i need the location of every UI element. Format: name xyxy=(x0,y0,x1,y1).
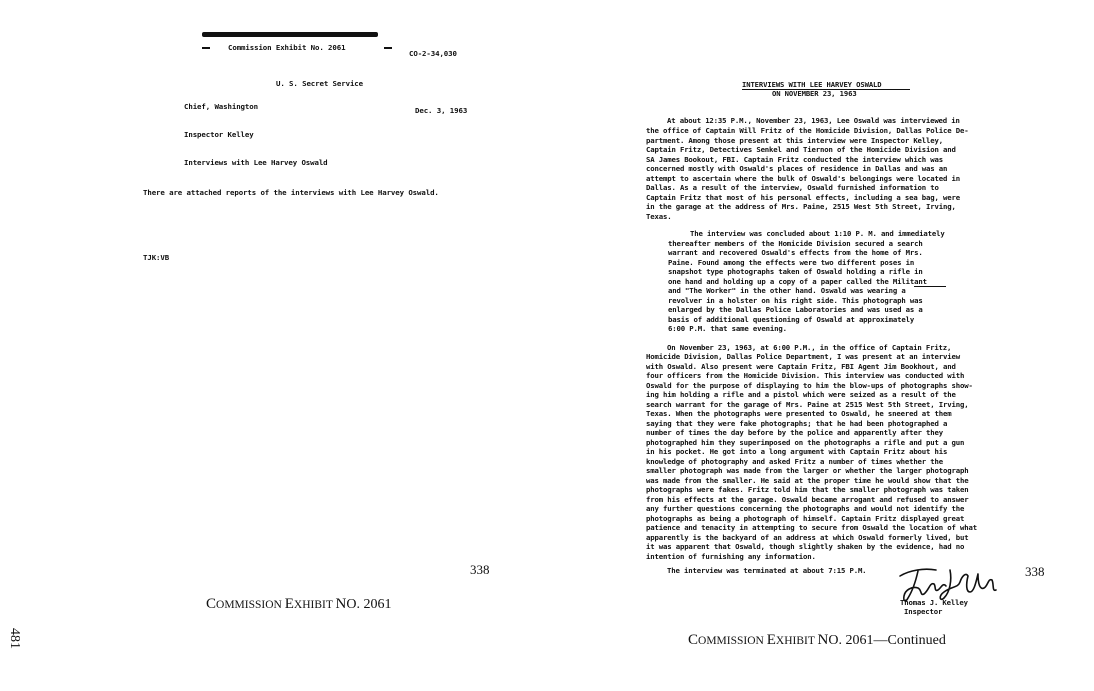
text-line: Oswald for the purpose of displaying to him the blow-ups of photographs show- xyxy=(646,381,973,390)
text-line: photographs as being a photograph of himself. Captain Fritz displayed great xyxy=(646,514,965,523)
text-line: Homicide Division, Dallas Police Department, I was present at an interview xyxy=(646,352,960,361)
text-line: patience and tenacity in attempting to secure from Oswald the location of what xyxy=(646,523,977,532)
text-line: photographs were fakes. Fritz told him that the smaller photograph was taken xyxy=(646,485,969,494)
footer-cap: C xyxy=(688,632,699,648)
footer-cap: E xyxy=(766,632,776,648)
footer-number: O. 2061—Continued xyxy=(828,633,946,648)
memo-subject: Interviews with Lee Harvey Oswald xyxy=(184,158,328,167)
redaction-bar xyxy=(202,32,378,37)
footer-cap: N xyxy=(335,596,347,612)
typist-initials: TJK:VB xyxy=(143,253,170,262)
text-line: At about 12:35 P.M., November 23, 1963, Lee Oswald was interviewed in xyxy=(667,116,960,125)
text-line: snapshot type photographs taken of Oswald holding a rifle in xyxy=(668,267,923,276)
text-line: saying that they were fake photographs; that he had been photographed a xyxy=(646,419,948,428)
text-line: Captain Fritz that most of his personal effects, including a sea bag, were xyxy=(646,193,960,202)
volume-page-number: 481 xyxy=(7,628,22,649)
text-line: intention of furnishing any information. xyxy=(646,552,816,561)
text-line: any further questions concerning the photographs and would not identify the xyxy=(646,504,965,513)
text-line: was made from the smaller. He said at the proper time he would show that the xyxy=(646,476,969,485)
memo-body: There are attached reports of the interviews with Lee Harvey Oswald. xyxy=(143,188,439,197)
memo-from: Inspector Kelley xyxy=(184,130,254,139)
agency-name: U. S. Secret Service xyxy=(276,79,363,88)
text-line: revolver in a holster on his right side. This photograph was xyxy=(668,296,923,305)
text-line: 6:00 P.M. that same evening. xyxy=(668,324,787,333)
footer-small: OMMISSION xyxy=(216,599,285,611)
right-page-number: 338 xyxy=(1025,564,1045,579)
header-dash-right xyxy=(384,47,392,49)
militant-underline xyxy=(914,286,946,287)
footer-number: O. 2061 xyxy=(346,597,392,612)
text-line: basis of additional questioning of Oswald at approximately xyxy=(668,315,915,324)
memo-date: Dec. 3, 1963 xyxy=(415,106,468,115)
footer-small: XHIBIT xyxy=(293,599,336,611)
text-line: and "The Worker" in the other hand. Oswald was wearing a xyxy=(668,286,906,295)
text-line: in the garage at the address of Mrs. Paine, 2515 West 5th Street, Irving, xyxy=(646,202,956,211)
text-line: with Oswald. Also present were Captain Fritz, FBI Agent Jim Bookhout, and xyxy=(646,362,956,371)
signer-name: Thomas J. Kelley xyxy=(900,598,968,607)
text-line: smaller photograph was made from the larger or whether the larger photograph xyxy=(646,466,969,475)
text-line: enlarged by the Dallas Police Laboratories and was used as a xyxy=(668,305,923,314)
right-exhibit-footer xyxy=(688,631,946,649)
text-line: partment. Among those present at this interview were Inspector Kelley, xyxy=(646,136,944,145)
text-line: Captain Fritz, Detectives Senkel and Tiernon of the Homicide Division and xyxy=(646,145,956,154)
left-exhibit-footer xyxy=(206,595,392,613)
exhibit-header-label: Commission Exhibit No. 2061 xyxy=(228,43,346,52)
text-line: Paine. Found among the effects were two different poses in xyxy=(668,258,915,267)
text-line: ing him holding a rifle and a pistol which were seized as a result of the xyxy=(646,390,956,399)
text-line: the office of Captain Will Fritz of the Homicide Division, Dallas Police De- xyxy=(646,126,969,135)
text-line: SA James Bookout, FBI. Captain Fritz conducted the interview which was xyxy=(646,155,944,164)
text-line: apparently is the backyard of an address at which Oswald formerly lived, but xyxy=(646,533,969,542)
text-line: concerned mostly with Oswald's places of residence in Dallas and was an xyxy=(646,164,948,173)
text-line: one hand and holding up a copy of a paper called the Militant xyxy=(668,277,927,286)
text-line: number of times the day before by the police and apparently after they xyxy=(646,428,944,437)
footer-cap: N xyxy=(817,632,829,648)
text-line: warrant and recovered Oswald's effects from the home of Mrs. xyxy=(668,248,923,257)
text-line: The interview was concluded about 1:10 P. M. and immediately xyxy=(690,229,945,238)
text-line: photographed him they superimposed on the photographs a rifle and put a gun xyxy=(646,438,965,447)
file-number: CO-2-34,030 xyxy=(409,49,457,58)
text-line: Texas. xyxy=(646,212,672,221)
text-line: from his effects at the garage. Oswald became arrogant and refused to answer xyxy=(646,495,969,504)
text-line: Texas. When the photographs were presented to Oswald, he sneered at them xyxy=(646,409,952,418)
text-line: attempt to ascertain where the bulk of Oswald's belongings were located in xyxy=(646,174,960,183)
left-page-number: 338 xyxy=(470,562,490,577)
text-line: On November 23, 1963, at 6:00 P.M., in the office of Captain Fritz, xyxy=(667,343,952,352)
text-line: four officers from the Homicide Division. This interview was conducted with xyxy=(646,371,965,380)
text-line: Dallas. As a result of the interview, Oswald furnished information to xyxy=(646,183,939,192)
closing-line: The interview was terminated at about 7:15 P.M. xyxy=(667,566,867,575)
footer-small: XHIBIT xyxy=(775,635,818,647)
footer-cap: E xyxy=(284,596,294,612)
text-line: thereafter members of the Homicide Division secured a search xyxy=(668,239,923,248)
header-dash-left xyxy=(202,47,210,49)
text-line: knowledge of photography and asked Fritz a number of times whether the xyxy=(646,457,944,466)
signer-title: Inspector xyxy=(904,607,943,616)
report-title-line1: INTERVIEWS WITH LEE HARVEY OSWALD xyxy=(742,80,882,89)
text-line: it was apparent that Oswald, though slightly shaken by the evidence, had no xyxy=(646,542,965,551)
text-line: in his pocket. He got into a long argument with Captain Fritz about his xyxy=(646,447,948,456)
footer-small: OMMISSION xyxy=(698,635,767,647)
footer-cap: C xyxy=(206,596,217,612)
memo-to: Chief, Washington xyxy=(184,102,258,111)
text-line: search warrant for the garage of Mrs. Paine at 2515 West 5th Street, Irving, xyxy=(646,400,969,409)
report-title-line2: ON NOVEMBER 23, 1963 xyxy=(772,89,857,98)
